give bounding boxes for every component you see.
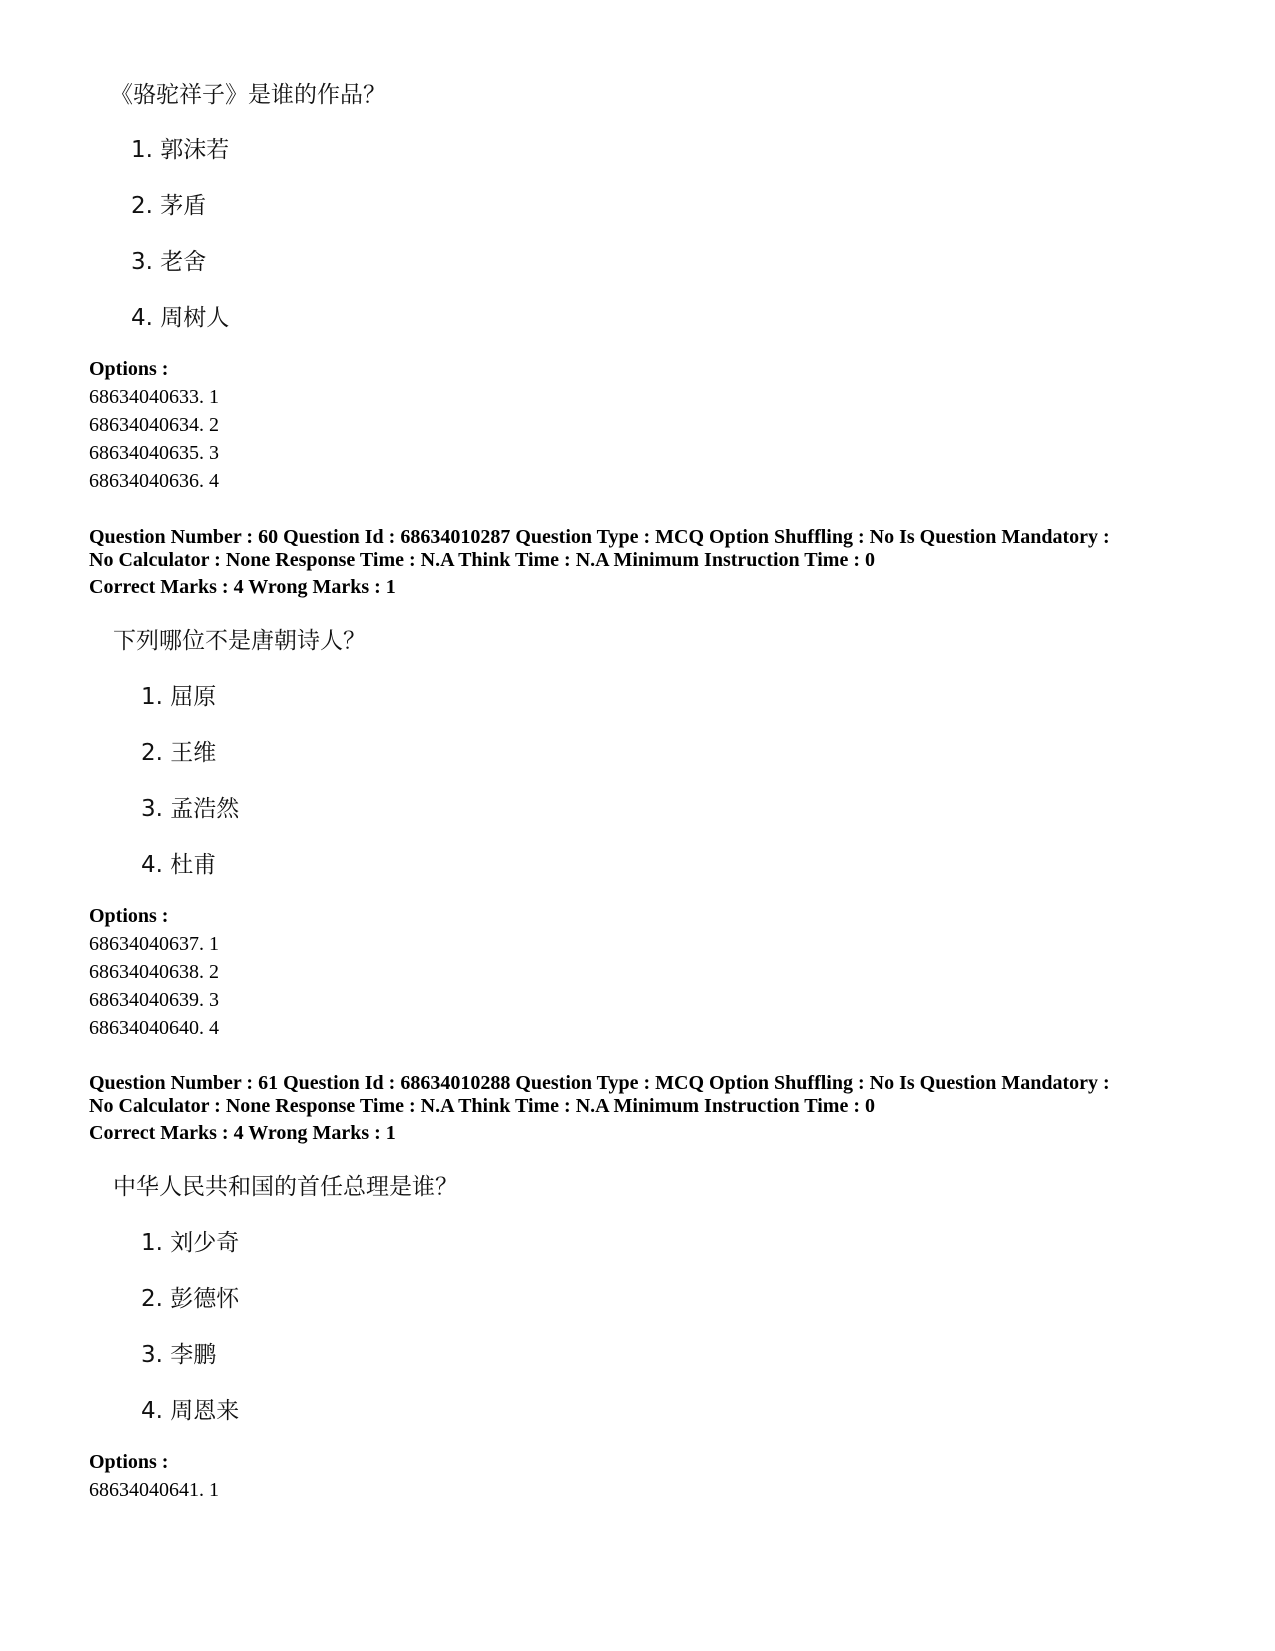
choice-item: 3. 李鹏 [141, 1342, 217, 1368]
option-id: 68634040633. 1 [89, 386, 219, 408]
option-id: 68634040634. 2 [89, 414, 219, 436]
choice-item: 2. 彭德怀 [141, 1286, 240, 1312]
marks-line: Correct Marks : 4 Wrong Marks : 1 [89, 1122, 396, 1144]
option-id: 68634040636. 4 [89, 470, 219, 492]
choice-item: 1. 郭沫若 [131, 137, 230, 163]
choice-item: 3. 孟浩然 [141, 796, 240, 822]
question-text: 中华人民共和国的首任总理是谁？ [113, 1174, 458, 1200]
options-label: Options : [89, 358, 169, 380]
options-label: Options : [89, 905, 169, 927]
marks-line: Correct Marks : 4 Wrong Marks : 1 [89, 576, 396, 598]
option-id: 68634040637. 1 [89, 933, 219, 955]
choice-item: 4. 周树人 [131, 305, 230, 331]
option-id: 68634040639. 3 [89, 989, 219, 1011]
question-meta-line: Question Number : 61 Question Id : 68634010288 Question Type : MCQ Option Shuffling : No Is Question Mandatory : [89, 1072, 1110, 1094]
option-id: 68634040638. 2 [89, 961, 219, 983]
options-label: Options : [89, 1451, 169, 1473]
option-id: 68634040635. 3 [89, 442, 219, 464]
choice-item: 3. 老舍 [131, 249, 207, 275]
choice-item: 1. 刘少奇 [141, 1230, 240, 1256]
question-meta-line: No Calculator : None Response Time : N.A Think Time : N.A Minimum Instruction Time : 0 [89, 1095, 875, 1117]
option-id: 68634040641. 1 [89, 1479, 219, 1501]
option-id: 68634040640. 4 [89, 1017, 219, 1039]
question-meta-line: No Calculator : None Response Time : N.A Think Time : N.A Minimum Instruction Time : 0 [89, 549, 875, 571]
choice-item: 2. 王维 [141, 740, 217, 766]
choice-item: 2. 茅盾 [131, 193, 207, 219]
choice-item: 4. 周恩来 [141, 1398, 240, 1424]
choice-item: 1. 屈原 [141, 684, 217, 710]
question-text: 下列哪位不是唐朝诗人？ [113, 628, 366, 654]
question-meta-line: Question Number : 60 Question Id : 68634010287 Question Type : MCQ Option Shuffling : No Is Question Mandatory : [89, 526, 1110, 548]
question-text: 《骆驼祥子》是谁的作品？ [110, 82, 386, 108]
choice-item: 4. 杜甫 [141, 852, 217, 878]
